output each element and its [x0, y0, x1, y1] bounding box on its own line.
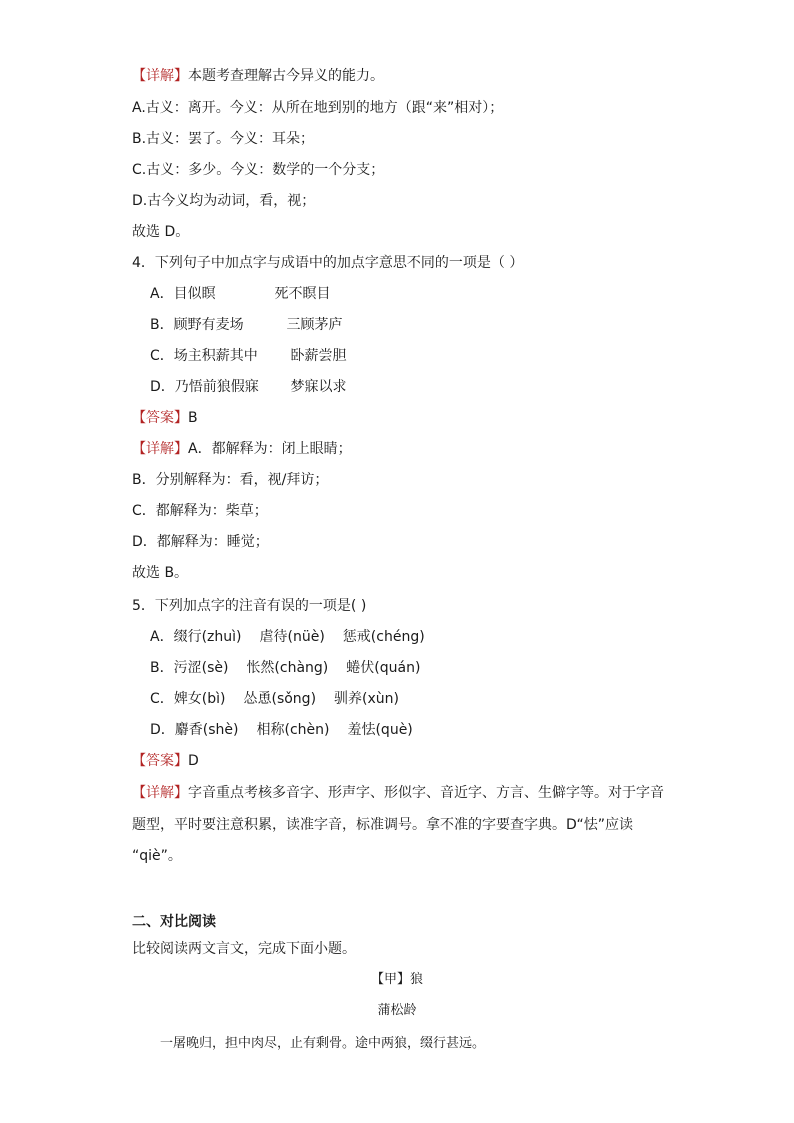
q4-conclusion: 故选 B。 [132, 565, 189, 581]
passage-author: 蒲松龄 [377, 1003, 417, 1018]
q5-option-d [150, 720, 431, 740]
explain-tag: 【详解】 [132, 785, 188, 801]
q5-explain-line1 [132, 783, 664, 803]
q5-option-c-3: 驯养(xùn) [334, 691, 399, 707]
answer-tag: 【答案】 [132, 410, 188, 426]
explain-tag: 【详解】 [132, 441, 188, 457]
q5-option-c [150, 689, 417, 709]
q4-option-d-sentence: D．乃悟前狼假寐 [150, 379, 259, 395]
q3-conclusion: 故选 D。 [132, 224, 190, 240]
q4-stem: 4．下列句子中加点字与成语中的加点字意思不同的一项是（ ） [132, 255, 524, 271]
q3-explain-a: A.古义：离开。今义：从所在地到别的地方（跟“来”相对）； [132, 100, 504, 116]
explain-text: 字音重点考核多音字、形声字、形似字、音近字、方言、生僻字等。对于字音 [188, 785, 664, 801]
q5-option-b-2: 怅然(chàng) [246, 660, 329, 676]
q5-option-d-3: 羞怯(què) [347, 722, 413, 738]
q4-option-b-sentence: B．顾野有麦场 [150, 317, 244, 333]
q5-explain-line3: “qiè”。 [132, 848, 182, 864]
q5-option-c-1: C．婢女(bì) [150, 691, 226, 707]
q4-option-c [150, 346, 346, 366]
q4-explain-d: D．都解释为：睡觉； [132, 534, 269, 550]
section-title: 二、对比阅读 [132, 914, 216, 930]
q4-option-a [150, 284, 330, 304]
answer-value: D [188, 753, 199, 769]
q3-explain-b: B.古义：罢了。今义：耳朵； [132, 131, 315, 147]
q5-option-a [150, 627, 443, 647]
q5-option-a-2: 虐待(nüè) [259, 629, 325, 645]
explain-text: A．都解释为：闭上眼睛； [188, 441, 352, 457]
q5-explain-line2: 题型，平时要注意积累，读准字音，标准调号。拿不准的字要查字典。D“怯”应读 [132, 817, 633, 833]
q4-option-a-idiom: 死不瞑目 [274, 286, 331, 302]
q4-option-d [150, 377, 346, 397]
passage-title: 【甲】狼 [370, 972, 423, 987]
q4-explain-b: B．分别解释为：看，视/拜访； [132, 472, 329, 488]
q5-option-c-2: 怂恿(sǒng) [243, 691, 317, 707]
q4-option-c-idiom: 卧薪尝胆 [290, 348, 347, 364]
q4-explain [132, 439, 352, 459]
q5-answer [132, 751, 199, 771]
answer-value: B [188, 410, 198, 426]
explain-text: 本题考查理解古今异义的能力。 [188, 68, 384, 84]
q5-option-d-2: 相称(chèn) [256, 722, 330, 738]
q4-option-b-idiom: 三顾茅庐 [286, 317, 343, 333]
q4-explain-c: C．都解释为：柴草； [132, 503, 268, 519]
answer-tag: 【答案】 [132, 753, 188, 769]
q3-explain-c: C.古义：多少。今义：数学的一个分支； [132, 162, 385, 178]
q3-explain-line [132, 66, 384, 86]
section-instruction: 比较阅读两文言文，完成下面小题。 [132, 941, 356, 957]
explain-tag: 【详解】 [132, 68, 188, 84]
passage-first-line: 一屠晚归，担中肉尽，止有剩骨。途中两狼，缀行甚远。 [160, 1036, 486, 1051]
q5-option-a-1: A．缀行(zhuì) [150, 629, 242, 645]
q5-option-a-3: 惩戒(chéng) [342, 629, 425, 645]
q5-option-b-3: 蜷伏(quán) [346, 660, 421, 676]
q4-option-a-sentence: A．目似瞑 [150, 286, 216, 302]
q4-option-d-idiom: 梦寐以求 [290, 379, 347, 395]
q4-option-b [150, 315, 342, 335]
q5-option-b [150, 658, 438, 678]
q3-explain-d: D.古今义均为动词，看，视； [132, 193, 316, 209]
q5-stem: 5．下列加点字的注音有误的一项是( ) [132, 598, 367, 614]
q4-option-c-sentence: C．场主积薪其中 [150, 348, 258, 364]
q4-answer [132, 408, 198, 428]
q5-option-d-1: D．麝香(shè) [150, 722, 239, 738]
q5-option-b-1: B．污涩(sè) [150, 660, 229, 676]
